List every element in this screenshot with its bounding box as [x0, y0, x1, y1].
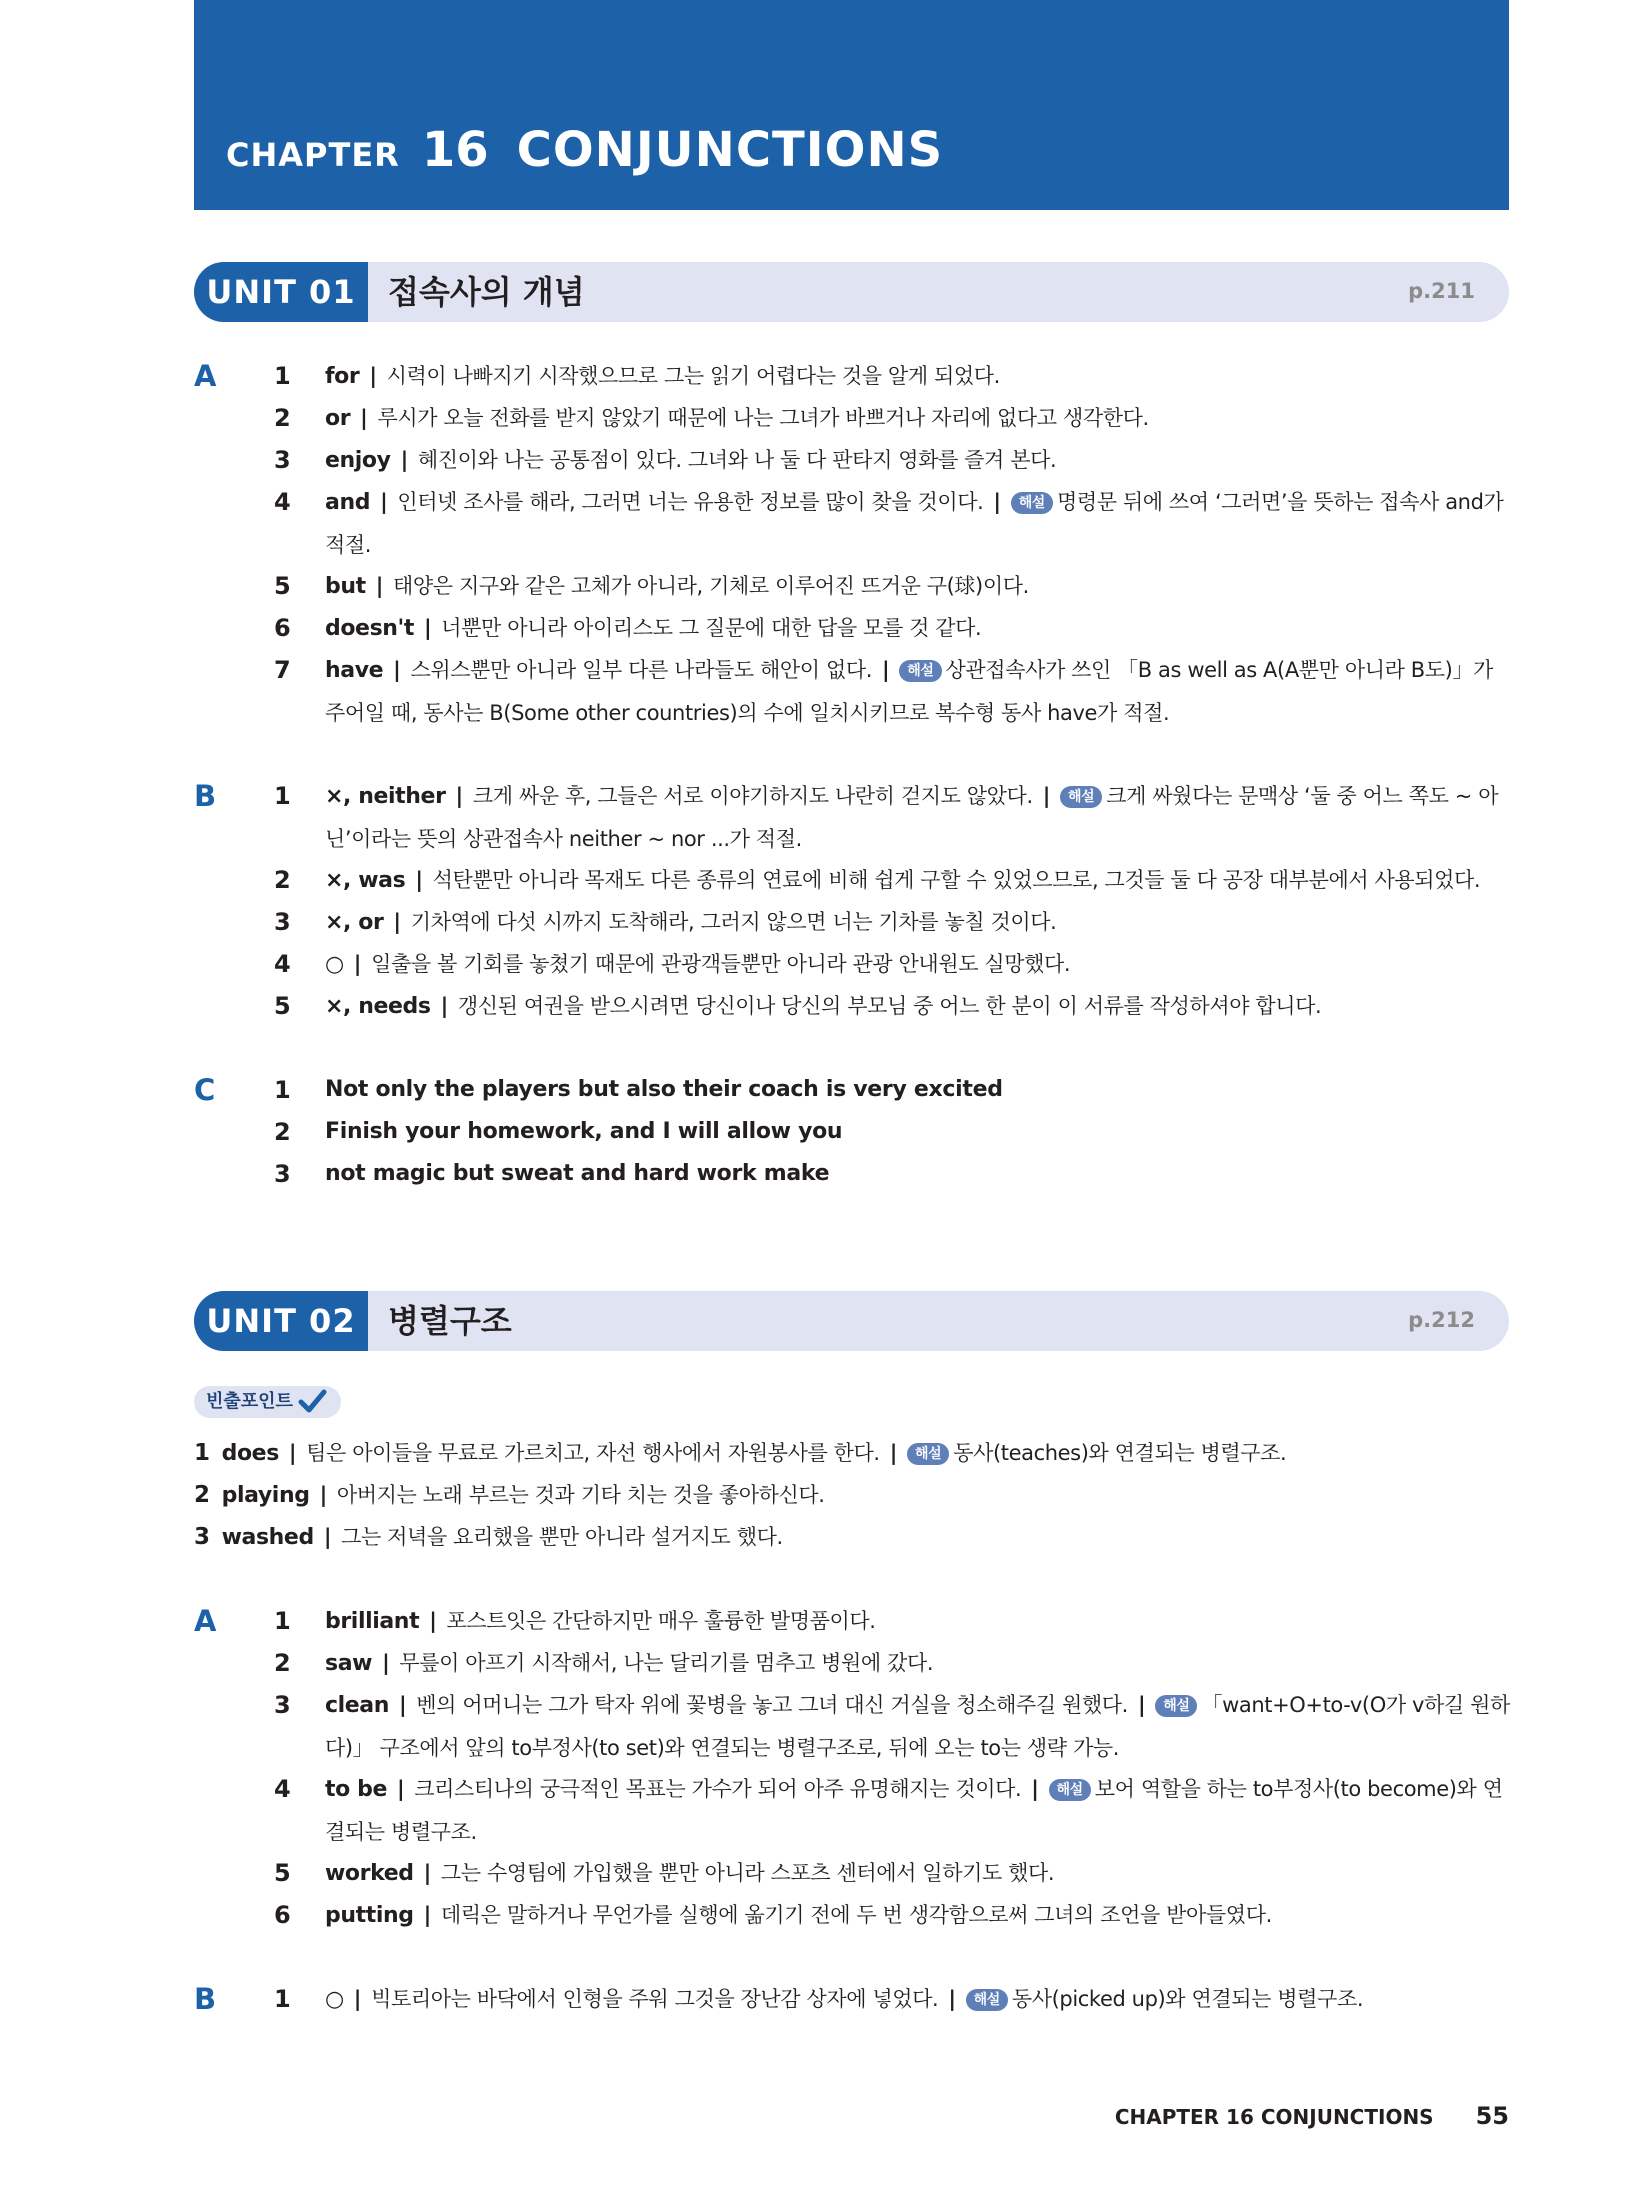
translation: 석탄뿐만 아니라 목재도 다른 종류의 연료에 비해 쉽게 구할 수 있었으므로, 그것들 둘 다 공장 대부분에서 사용되었다. — [432, 868, 1481, 892]
explanation-badge: 해설 — [1049, 1779, 1091, 1801]
answer: have — [325, 658, 384, 683]
separator: | — [393, 658, 401, 682]
separator: | — [288, 1441, 297, 1465]
item-number: 1 — [274, 362, 291, 390]
separator: | — [1042, 784, 1050, 808]
list-item — [325, 859, 1510, 902]
translation: 시력이 나빠지기 시작했으므로 그는 읽기 어렵다는 것을 알게 되었다. — [386, 364, 1000, 388]
item-number: 6 — [274, 1901, 291, 1929]
page-number: 55 — [1475, 2102, 1509, 2130]
separator: | — [323, 1525, 332, 1549]
frequent-point-label: 빈출포인트 — [206, 1391, 293, 1412]
item-number: 3 — [194, 1524, 210, 1550]
list-item: Finish your homework, and I will allow you — [325, 1119, 843, 1144]
translation: 너뿐만 아니라 아이리스도 그 질문에 대한 답을 모를 것 같다. — [441, 616, 982, 640]
answer: playing — [221, 1483, 310, 1508]
answer: to be — [325, 1777, 387, 1802]
item-number: 1 — [274, 1607, 291, 1635]
translation: 팀은 아이들을 무료로 가르치고, 자선 행사에서 자원봉사를 한다. — [306, 1441, 880, 1465]
section-letter-b: B — [194, 779, 217, 813]
explanation: 명령문 뒤에 쓰여 ‘그러면’을 뜻하는 접속사 and가 적절. — [325, 490, 1504, 557]
explanation: 동사(picked up)와 연결되는 병렬구조. — [1011, 1987, 1364, 2011]
unit-02-page-ref: p.212 — [1408, 1308, 1475, 1332]
item-number: 1 — [194, 1440, 210, 1466]
separator: | — [993, 490, 1001, 514]
separator: | — [399, 1693, 407, 1717]
separator: | — [396, 1777, 405, 1801]
answer: ○ — [325, 952, 344, 977]
translation: 크리스티나의 궁극적인 목표는 가수가 되어 아주 유명해지는 것이다. — [414, 1777, 1022, 1801]
page-footer — [1000, 2096, 1509, 2139]
list-item — [325, 1978, 1510, 2021]
item-number: 7 — [274, 656, 291, 684]
list-item — [325, 1852, 1510, 1895]
list-item — [325, 649, 1510, 734]
explanation-badge: 해설 — [1155, 1695, 1197, 1717]
separator: | — [1031, 1777, 1039, 1801]
translation: 벤의 어머니는 그가 탁자 위에 꽃병을 놓고 그녀 대신 거실을 청소해주길 원했다. — [416, 1693, 1128, 1717]
section-letter-a: A — [194, 359, 217, 393]
answer: ×, was — [325, 868, 406, 893]
unit-01-title: 접속사의 개념 — [388, 273, 585, 311]
answer: ○ — [325, 1987, 344, 2012]
explanation-badge: 해설 — [907, 1443, 949, 1465]
list-item — [325, 943, 1510, 986]
list-item — [325, 481, 1510, 566]
answer: worked — [325, 1861, 414, 1886]
separator: | — [889, 1441, 897, 1465]
answer: or — [325, 406, 351, 431]
item-number: 2 — [274, 1649, 291, 1677]
separator: | — [882, 658, 890, 682]
chapter-title — [226, 122, 943, 178]
separator: | — [375, 574, 384, 598]
list-item — [325, 1642, 1510, 1685]
translation: 크게 싸운 후, 그들은 서로 이야기하지도 나란히 걷지도 않았다. — [472, 784, 1033, 808]
list-item — [325, 397, 1510, 440]
unit-01-label: UNIT 01 — [194, 262, 368, 322]
list-item — [325, 355, 1510, 398]
answer: and — [325, 490, 371, 515]
translation: 인터넷 조사를 해라, 그러면 너는 유용한 정보를 많이 찾을 것이다. — [397, 490, 984, 514]
explanation: 「want+O+to-v(O가 v하길 원하다)」 구조에서 앞의 to부정사(to set)와 연결되는 병렬구조로, 뒤에 오는 to는 생략 가능. — [325, 1693, 1510, 1760]
answer: saw — [325, 1651, 373, 1676]
separator: | — [369, 364, 377, 388]
list-item — [325, 901, 1510, 944]
unit-02-title: 병렬구조 — [388, 1302, 512, 1340]
unit-02-label: UNIT 02 — [194, 1291, 368, 1351]
item-number: 1 — [274, 1985, 291, 2013]
list-item — [325, 565, 1510, 608]
list-item — [325, 1684, 1510, 1769]
explanation-badge: 해설 — [966, 1989, 1008, 2011]
explanation-badge: 해설 — [899, 660, 941, 682]
separator: | — [382, 1651, 390, 1675]
translation: 혜진이와 나는 공통점이 있다. 그녀와 나 둘 다 판타지 영화를 즐겨 본다. — [417, 448, 1057, 472]
explanation: 동사(teaches)와 연결되는 병렬구조. — [953, 1441, 1287, 1465]
item-number: 4 — [274, 488, 291, 516]
separator: | — [423, 1903, 431, 1927]
separator: | — [948, 1987, 956, 2011]
translation: 무릎이 아프기 시작해서, 나는 달리기를 멈추고 병원에 갔다. — [399, 1651, 934, 1675]
explanation: 크게 싸웠다는 문맥상 ‘둘 중 어느 쪽도 ~ 아닌’이라는 뜻의 상관접속사 neither ~ nor ...가 적절. — [325, 784, 1499, 851]
answer: for — [325, 364, 360, 389]
list-item — [325, 1768, 1510, 1853]
answer: brilliant — [325, 1609, 420, 1634]
item-number: 3 — [274, 908, 291, 936]
translation: 아버지는 노래 부르는 것과 기타 치는 것을 좋아하신다. — [336, 1483, 825, 1507]
item-number: 4 — [274, 950, 291, 978]
explanation-badge: 해설 — [1060, 786, 1102, 808]
separator: | — [400, 448, 408, 472]
frequent-point-tag — [194, 1386, 341, 1418]
list-item — [325, 607, 1510, 650]
translation: 빅토리아는 바닥에서 인형을 주워 그것을 장난감 상자에 넣었다. — [371, 1987, 939, 2011]
separator: | — [380, 490, 388, 514]
separator: | — [353, 952, 362, 976]
separator: | — [440, 994, 448, 1018]
list-item — [325, 439, 1510, 482]
item-number: 1 — [274, 782, 291, 810]
list-item — [325, 1894, 1510, 1937]
item-number: 3 — [274, 1160, 291, 1188]
answer: but — [325, 574, 366, 599]
check-icon — [297, 1387, 327, 1417]
separator: | — [353, 1987, 362, 2011]
item-number: 3 — [274, 1691, 291, 1719]
chapter-name: CONJUNCTIONS — [516, 122, 944, 178]
explanation: 상관접속사가 쓰인 「B as well as A(A뿐만 아니라 B도)」가 주어일 때, 동사는 B(Some other countries)의 수에 일치시키므로 복수형 동사 have가 적절. — [325, 658, 1493, 725]
separator: | — [455, 784, 463, 808]
answer: ×, or — [325, 910, 384, 935]
item-number: 6 — [274, 614, 291, 642]
separator: | — [429, 1609, 437, 1633]
answer: clean — [325, 1693, 390, 1718]
answer: ×, neither — [325, 784, 446, 809]
item-number: 2 — [274, 404, 291, 432]
translation: 데릭은 말하거나 무언가를 실행에 옮기기 전에 두 번 생각함으로써 그녀의 조언을 받아들였다. — [440, 1903, 1272, 1927]
answer: washed — [221, 1525, 314, 1550]
separator: | — [415, 868, 423, 892]
separator: | — [319, 1483, 327, 1507]
section-letter-a: A — [194, 1604, 217, 1638]
translation: 태양은 지구와 같은 고체가 아니라, 기체로 이루어진 뜨거운 구(球)이다. — [393, 574, 1029, 598]
item-number: 2 — [194, 1482, 210, 1508]
translation: 기차역에 다섯 시까지 도착해라, 그러지 않으면 너는 기차를 놓칠 것이다. — [410, 910, 1057, 934]
item-number: 2 — [274, 1118, 291, 1146]
section-letter-c: C — [194, 1073, 216, 1107]
list-item — [325, 1600, 1510, 1643]
item-number: 5 — [274, 572, 291, 600]
item-number: 3 — [274, 446, 291, 474]
translation: 스위스뿐만 아니라 일부 다른 나라들도 해안이 없다. — [410, 658, 872, 682]
translation: 포스트잇은 간단하지만 매우 훌륭한 발명품이다. — [446, 1609, 876, 1633]
unit-01-header — [194, 262, 1509, 322]
translation: 그는 수영팀에 가입했을 뿐만 아니라 스포츠 센터에서 일하기도 했다. — [440, 1861, 1055, 1885]
explanation: 보어 역할을 하는 to부정사(to become)와 연결되는 병렬구조. — [325, 1777, 1503, 1844]
list-item: not magic but sweat and hard work make — [325, 1161, 830, 1186]
unit-02-header — [194, 1291, 1509, 1351]
unit-01-page-ref: p.211 — [1408, 279, 1475, 303]
answer: doesn't — [325, 616, 414, 641]
answer: ×, needs — [325, 994, 431, 1019]
separator: | — [393, 910, 401, 934]
chapter-number: 16 — [421, 122, 489, 178]
list-item — [194, 1432, 1494, 1475]
item-number: 5 — [274, 992, 291, 1020]
item-number: 2 — [274, 866, 291, 894]
list-item — [325, 985, 1510, 1028]
answer: does — [221, 1441, 279, 1466]
translation: 루시가 오늘 전화를 받지 않았기 때문에 나는 그녀가 바쁘거나 자리에 없다고 생각한다. — [377, 406, 1149, 430]
list-item: Not only the players but also their coach is very excited — [325, 1077, 1003, 1102]
chapter-word: CHAPTER — [226, 136, 400, 174]
footer-chapter-title: CHAPTER 16 CONJUNCTIONS — [1114, 2105, 1434, 2129]
item-number: 4 — [274, 1775, 291, 1803]
chapter-header — [194, 0, 1509, 210]
translation: 그는 저녁을 요리했을 뿐만 아니라 설거지도 했다. — [341, 1525, 783, 1549]
translation: 일출을 볼 기회를 놓쳤기 때문에 관광객들뿐만 아니라 관광 안내원도 실망했다. — [371, 952, 1071, 976]
list-item — [194, 1474, 1494, 1517]
answer: putting — [325, 1903, 414, 1928]
list-item — [325, 775, 1510, 860]
translation: 갱신된 여권을 받으시려면 당신이나 당신의 부모님 중 어느 한 분이 이 서류를 작성하셔야 합니다. — [457, 994, 1322, 1018]
item-number: 1 — [274, 1076, 291, 1104]
separator: | — [423, 1861, 431, 1885]
separator: | — [1137, 1693, 1146, 1717]
answer: enjoy — [325, 448, 391, 473]
separator: | — [360, 406, 368, 430]
section-letter-b: B — [194, 1982, 217, 2016]
separator: | — [424, 616, 432, 640]
list-item — [194, 1516, 1494, 1559]
explanation-badge: 해설 — [1011, 492, 1053, 514]
item-number: 5 — [274, 1859, 291, 1887]
